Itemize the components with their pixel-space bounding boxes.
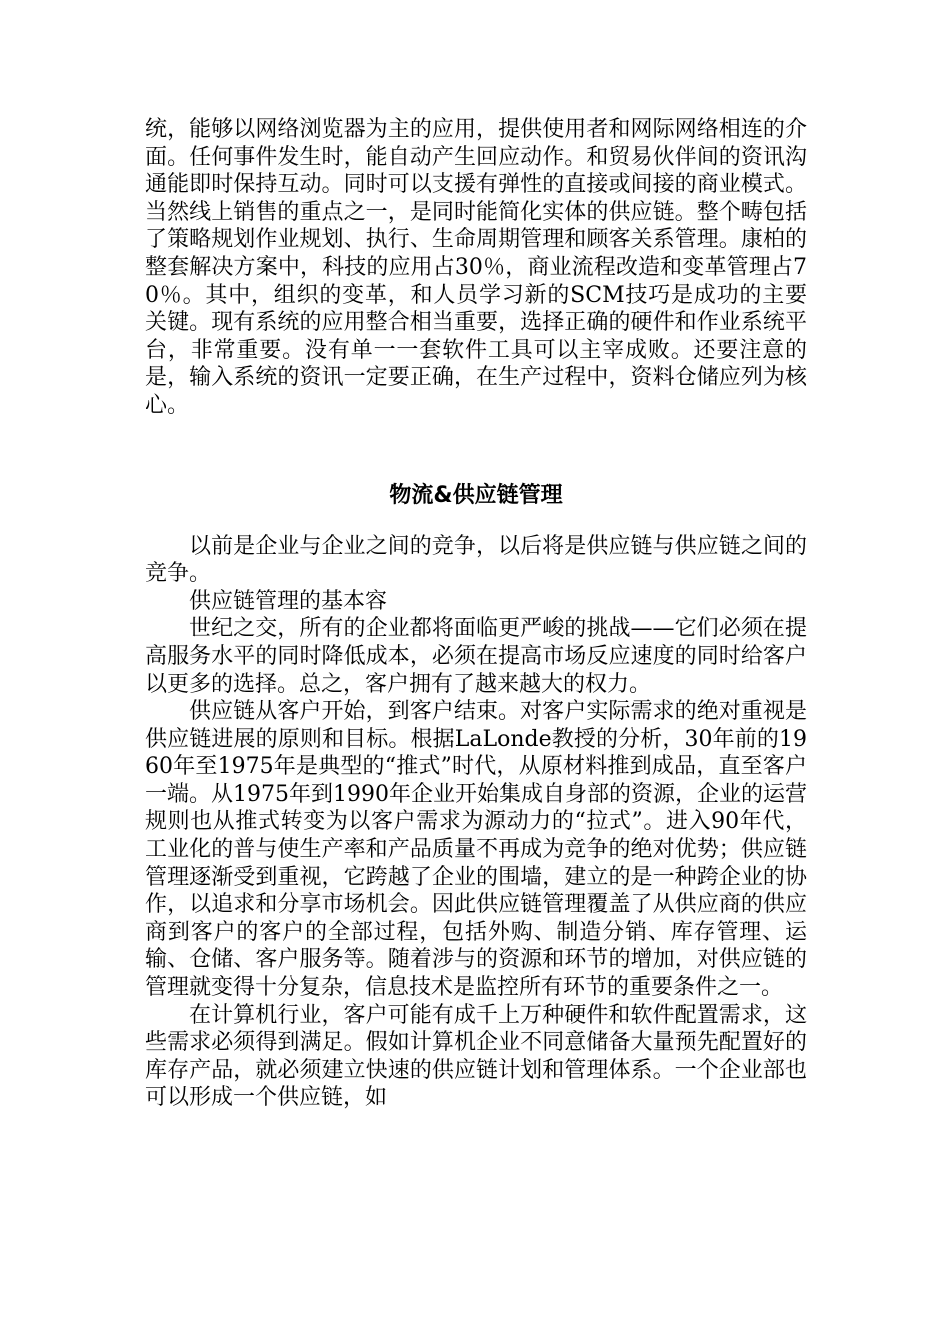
section-title: 物流&供应链管理 xyxy=(389,482,563,508)
intro-paragraph: 统，能够以网络浏览器为主的应用，提供使用者和网际网络相连的介面。任何事件发生时，能自动产生回应动作。和贸易伙伴间的资讯沟通能即时保持互动。同时可以支援有弹性的直接或间接的商业模式。当然线上销售的重点之一，是同时能简化实体的供应链。整个畴包括了策略规划作业规划、执行、生命周期管理和顾客关系管理。康柏的整套解决方案中，科技的应用占30％，商业流程改造和变革管理占70％。其中，组织的变革，和人员学习新的SCM技巧是成功的主要关键。现有系统的应用整合相当重要，选择正确的硬件和作业系统平台，非常重要。没有单一一套软件工具可以主宰成败。还要注意的是，输入系统的资讯一定要正确，在生产过程中，资料仓储应列为核心。 xyxy=(145,117,807,418)
paragraph-supply-chain-history: 供应链从客户开始，到客户结束。对客户实际需求的绝对重视是供应链进展的原则和目标。根据LaLonde教授的分析，30年前的1960年至1975年是典型的“推式”时代，从原材料推到成品，直至客户一端。从1975年到1990年企业开始集成自身部的资源，企业的运营规则也从推式转变为以客户需求为源动力的“拉式”。进入90年代，工业化的普与使生产率和产品质量不再成为竞争的绝对优势；供应链管理逐渐受到重视，它跨越了企业的围墙，建立的是一种跨企业的协作，以追求和分享市场机会。因此供应链管理覆盖了从供应商的供应商到客户的客户的全部过程，包括外购、制造分销、库存管理、运输、仓储、客户服务等。随着涉与的资源和环节的增加，对供应链的管理就变得十分复杂，信息技术是监控所有环节的重要条件之一。 xyxy=(145,699,807,1001)
paragraph-century: 世纪之交，所有的企业都将面临更严峻的挑战——它们必须在提高服务水平的同时降低成本，必须在提高市场反应速度的同时给客户以更多的选择。总之，客户拥有了越来越大的权力。 xyxy=(145,616,807,697)
paragraph-computer-industry: 在计算机行业，客户可能有成千上万种硬件和软件配置需求，这些需求必须得到满足。假如计算机企业不同意储备大量预先配置好的库存产品，就必须建立快速的供应链计划和管理体系。一个企业部也可以形成一个供应链，如 xyxy=(145,1002,807,1111)
document-page xyxy=(145,116,807,1112)
paragraph-competition: 以前是企业与企业之间的竞争，以后将是供应链与供应链之间的竞争。 xyxy=(145,533,807,587)
paragraph-subtitle: 供应链管理的基本容 xyxy=(189,588,388,614)
